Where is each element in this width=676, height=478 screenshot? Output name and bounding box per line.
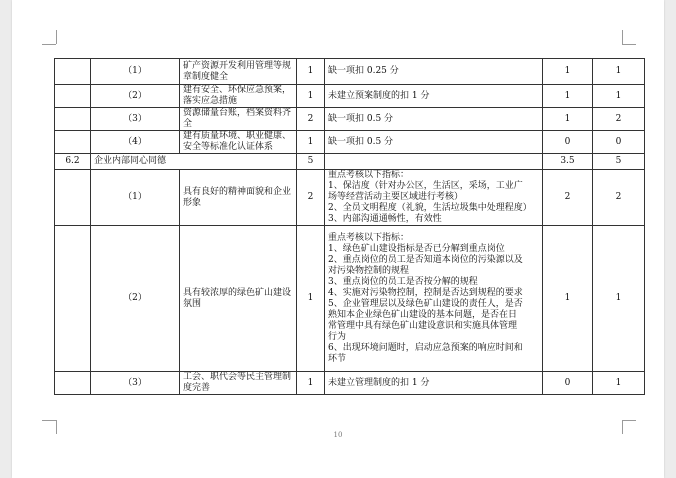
item-index-cell: （1） <box>91 170 180 226</box>
notes-cell <box>325 372 543 395</box>
note-line: 4、实施对污染物控制，控制是否达到规程的要求 <box>328 287 523 298</box>
score-cell-2: 0 <box>593 131 645 154</box>
item-text-cell: 具有良好的精神面貌和企业形象 <box>180 170 297 226</box>
note-line: 重点考核以下指标： <box>328 170 410 180</box>
crop-mark <box>622 30 623 44</box>
crop-mark <box>622 420 636 421</box>
note-line: 熟知本企业绿色矿山建设的基本问题，是否在日 <box>328 309 518 320</box>
note-line: 未建立管理制度的扣 1 分 <box>328 377 430 388</box>
note-line: 缺一项扣 0.5 分 <box>328 113 394 124</box>
item-index-cell: （3） <box>91 108 180 131</box>
actual-score-cell: 1 <box>543 226 593 372</box>
score-cell-2: 5 <box>593 154 645 170</box>
score-cell-2: 1 <box>593 85 645 108</box>
note-line: 缺一项扣 0.25 分 <box>328 66 399 76</box>
item-text-cell: 具有较浓厚的绿色矿山建设氛围 <box>180 226 297 372</box>
score-cell: 2 <box>297 108 325 131</box>
table-row <box>55 59 645 85</box>
document-page <box>12 0 664 478</box>
score-cell-2: 1 <box>593 226 645 372</box>
note-line: 常管理中具有绿色矿山建设意识和实施具体管理 <box>328 320 518 331</box>
score-cell: 1 <box>297 85 325 108</box>
note-line: 环节 <box>328 353 347 364</box>
score-cell-2: 1 <box>593 59 645 85</box>
item-index-cell: （1） <box>91 59 180 85</box>
crop-mark <box>42 44 56 45</box>
notes-cell <box>325 154 543 170</box>
note-line: 1、保洁度（针对办公区，生活区，采场，工业广 <box>328 181 523 191</box>
assessment-table <box>54 58 645 395</box>
blank-cell <box>55 59 91 85</box>
item-index-cell: （2） <box>91 85 180 108</box>
score-cell: 1 <box>297 226 325 372</box>
blank-cell <box>55 131 91 154</box>
score-cell: 5 <box>297 154 325 170</box>
score-cell-2: 2 <box>593 108 645 131</box>
item-text-cell: 工会、职代会等民主管理制度完善 <box>180 372 297 395</box>
table-row <box>55 85 645 108</box>
notes-cell <box>325 170 543 226</box>
note-line: 5、企业管理层以及绿色矿山建设的责任人，是否 <box>328 298 523 309</box>
table-row <box>55 108 645 131</box>
crop-mark <box>42 420 56 421</box>
score-cell: 2 <box>297 170 325 226</box>
score-cell-2: 2 <box>593 170 645 226</box>
note-line: 6、出现环境问题时，启动应急预案的响应时间和 <box>328 342 523 353</box>
notes-cell <box>325 59 543 85</box>
note-line: 2、全员文明程度（礼貌，生活垃圾集中处理程度） <box>328 203 532 213</box>
item-index-cell: （2） <box>91 226 180 372</box>
section-title-cell: 企业内部同心同德 <box>91 154 297 170</box>
table-row <box>55 226 645 372</box>
actual-score-cell: 3.5 <box>543 154 593 170</box>
note-line: 场等经营活动主要区域进行考核） <box>328 192 464 202</box>
score-cell: 1 <box>297 59 325 85</box>
blank-cell <box>55 170 91 226</box>
page-number: 10 <box>333 431 343 439</box>
table-row <box>55 372 645 395</box>
section-row <box>55 154 645 170</box>
table-row <box>55 170 645 226</box>
notes-cell <box>325 85 543 108</box>
section-code-cell: 6.2 <box>55 154 91 170</box>
score-cell-2: 1 <box>593 372 645 395</box>
note-line: 3、重点岗位的员工是否按分解的规程 <box>328 276 478 287</box>
notes-cell <box>325 108 543 131</box>
crop-mark <box>56 30 57 44</box>
note-line: 3、内部沟通通畅性，有效性 <box>328 214 442 224</box>
notes-cell <box>325 131 543 154</box>
actual-score-cell: 0 <box>543 131 593 154</box>
note-line: 行为 <box>328 331 347 342</box>
actual-score-cell: 0 <box>543 372 593 395</box>
item-text-cell: 建有质量环境、职业健康、安全等标准化认证体系 <box>180 131 297 154</box>
blank-cell <box>55 85 91 108</box>
crop-mark <box>622 44 636 45</box>
note-line: 未建立预案制度的扣 1 分 <box>328 90 430 101</box>
blank-cell <box>55 108 91 131</box>
item-index-cell: （4） <box>91 131 180 154</box>
actual-score-cell: 1 <box>543 85 593 108</box>
note-line: 缺一项扣 0.5 分 <box>328 136 394 147</box>
item-text-cell: 建有安全、环保应急预案，落实应急措施 <box>180 85 297 108</box>
notes-cell <box>325 226 543 372</box>
note-line: 重点考核以下指标： <box>328 232 410 243</box>
item-text-cell: 资源储量台账，档案资料齐全 <box>180 108 297 131</box>
note-line: 对污染物控制的规程 <box>328 265 410 276</box>
score-cell: 1 <box>297 131 325 154</box>
actual-score-cell: 1 <box>543 59 593 85</box>
table-row <box>55 131 645 154</box>
blank-cell <box>55 372 91 395</box>
actual-score-cell: 2 <box>543 170 593 226</box>
note-line: 2、重点岗位的员工是否知道本岗位的污染源以及 <box>328 254 523 265</box>
score-cell: 1 <box>297 372 325 395</box>
blank-cell <box>55 226 91 372</box>
note-line: 1、绿色矿山建设指标是否已分解到重点岗位 <box>328 243 505 254</box>
item-index-cell: （3） <box>91 372 180 395</box>
actual-score-cell: 1 <box>543 108 593 131</box>
item-text-cell: 矿产资源开发利用管理等规章制度健全 <box>180 59 297 85</box>
